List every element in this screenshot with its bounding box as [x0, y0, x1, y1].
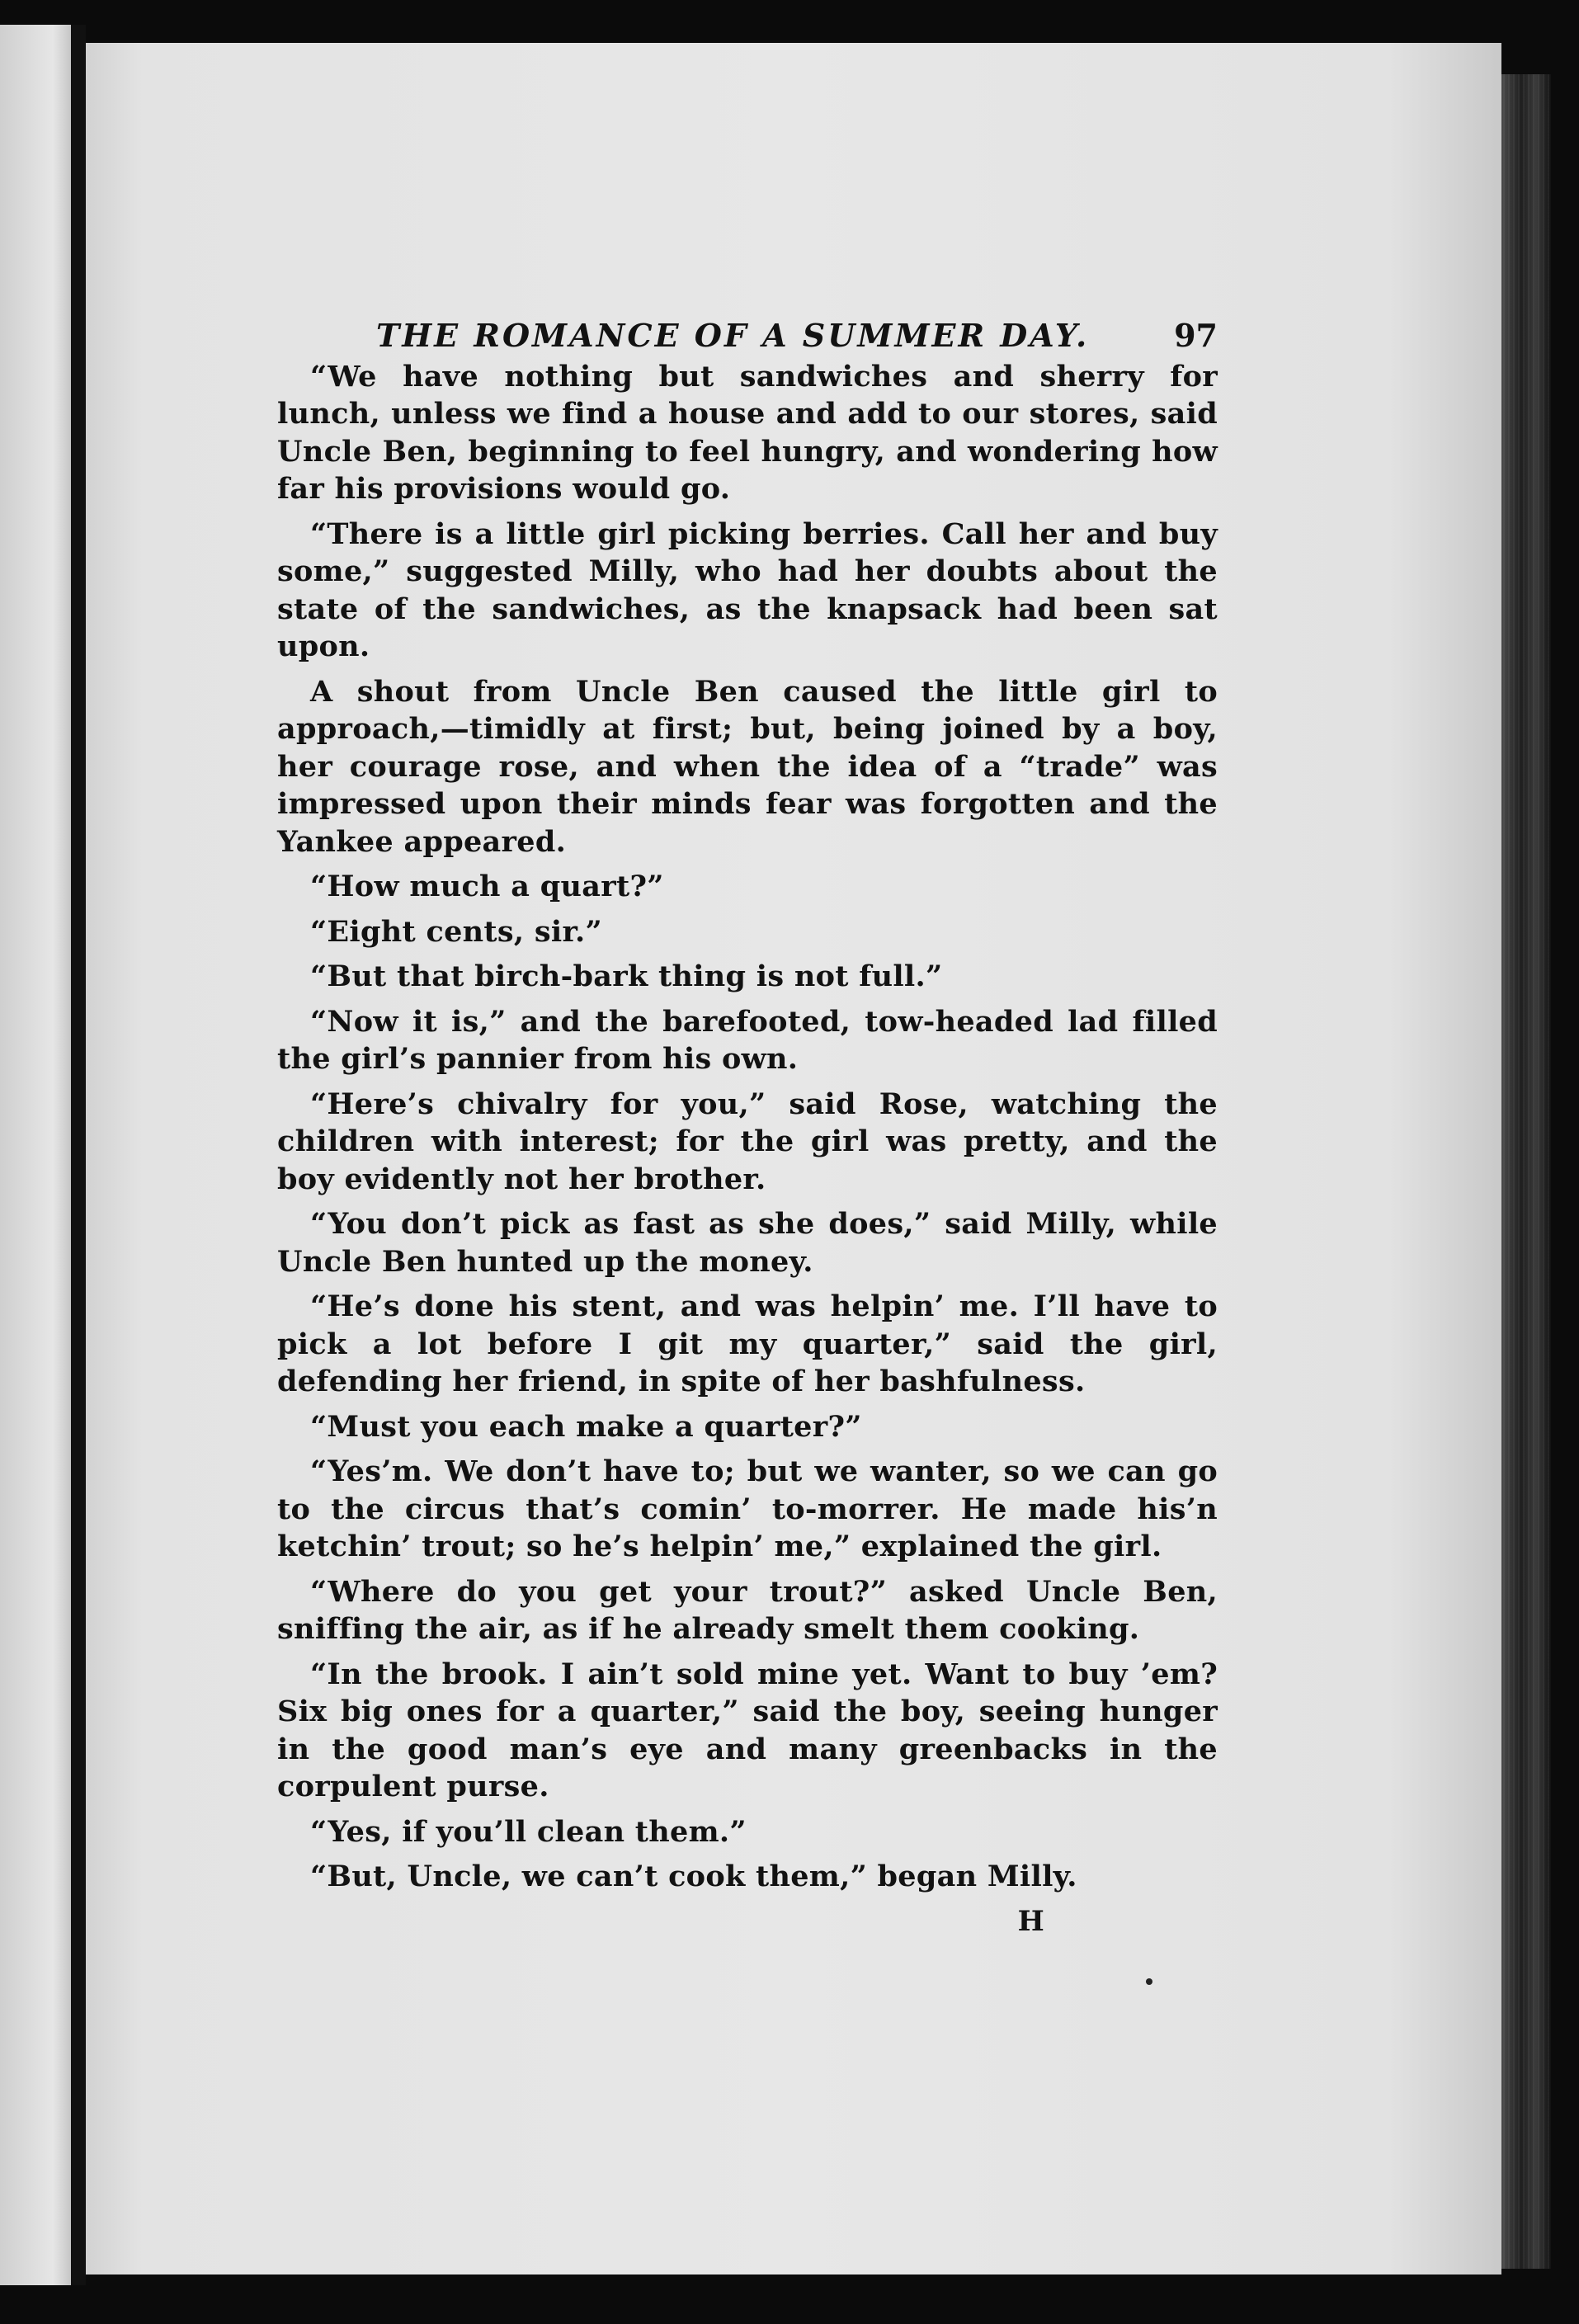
paragraph: “But that birch-bark thing is not full.”	[310, 959, 943, 993]
paragraph: “How much a quart?”	[310, 870, 664, 903]
paragraph: “Yes’m. We don’t have to; but we wanter, so we can go to the circus that’s comin’ to-morrer. He made his’n ketchin’ trout; so he’s helpin’ me,” explained the girl.	[277, 1454, 1218, 1563]
paragraph: “You don’t pick as fast as she does,” said Milly, while Uncle Ben hunted up the money.	[277, 1207, 1218, 1279]
paragraph: A shout from Uncle Ben caused the little girl to approach,—timidly at first; but, being joined by a boy, her courage rose, and when the idea of a “trade” was impressed upon their minds fear was forgotten and the Yankee appeared.	[277, 674, 1218, 859]
page-text	[277, 317, 1218, 1940]
running-title: THE ROMANCE OF A SUMMER DAY.	[376, 317, 1090, 354]
running-header	[376, 317, 1218, 355]
previous-page-edge	[0, 25, 76, 2285]
paragraph: “There is a little girl picking berries. Call her and buy some,” suggested Milly, who had her doubts about the state of the sandwiches, as the knapsack had been sat upon.	[277, 516, 1218, 663]
paragraph: “Where do you get your trout?” asked Uncle Ben, sniffing the air, as if he already smelt them cooking.	[277, 1574, 1218, 1646]
paragraph: “Must you each make a quarter?”	[310, 1409, 862, 1444]
paragraph: “We have nothing but sandwiches and sherry for lunch, unless we find a house and add to our stores, said Uncle Ben, beginning to feel hungry, and wondering how far his provisions would go.	[277, 359, 1218, 506]
page-stack-edge	[1503, 74, 1549, 2269]
paragraph: “In the brook. I ain’t sold mine yet. Want to buy ’em? Six big ones for a quarter,” said the boy, seeing hunger in the good man’s eye and many greenbacks in the corpulent purse.	[277, 1657, 1218, 1803]
paragraph: “He’s done his stent, and was helpin’ me. I’ll have to pick a lot before I git my quarter,” said the girl, defending her friend, in spite of her bashfulness.	[277, 1289, 1218, 1398]
paragraph: “Here’s chivalry for you,” said Rose, watching the children with interest; for the girl was pretty, and the boy evidently not her brother.	[277, 1087, 1218, 1196]
paragraph: “Yes, if you’ll clean them.”	[310, 1814, 747, 1849]
paragraph: “But, Uncle, we can’t cook them,” began Milly.	[310, 1860, 1077, 1893]
paragraph: “Now it is,” and the barefooted, tow-headed lad filled the girl’s pannier from his own.	[277, 1004, 1218, 1076]
ink-speck	[1146, 1978, 1152, 1985]
signature-mark: H	[1017, 1904, 1044, 1938]
page-gutter	[71, 25, 86, 2285]
page-number: 97	[1174, 317, 1218, 354]
paragraph: “Eight cents, sir.”	[310, 914, 602, 949]
